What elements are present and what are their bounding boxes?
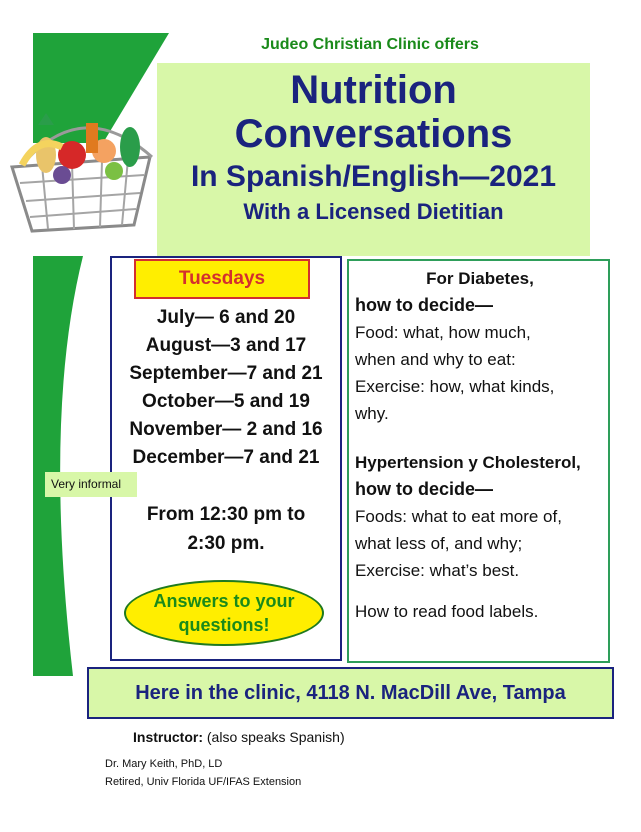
- hyper-line-2: what less of, and why;: [355, 534, 523, 553]
- grocery-basket-image: [2, 105, 160, 235]
- date-november: November— 2 and 16: [129, 419, 323, 440]
- date-october: October—5 and 19: [142, 391, 310, 412]
- instructor-line: [133, 729, 345, 745]
- hyper-heading-1: Hypertension y Cholesterol,: [355, 453, 581, 472]
- address-banner: Here in the clinic, 4118 N. MacDill Ave, Tampa: [87, 667, 614, 719]
- date-list: [112, 304, 340, 472]
- date-september: September—7 and 21: [129, 363, 323, 384]
- date-july: July— 6 and 20: [156, 307, 296, 328]
- diabetes-line-3: Exercise: how, what kinds,: [355, 377, 555, 396]
- date-december: December—7 and 21: [132, 447, 320, 468]
- diabetes-heading-2: how to decide—: [355, 295, 494, 315]
- title-nutrition: Nutrition: [290, 68, 457, 112]
- diabetes-line-2: when and why to eat:: [355, 350, 516, 369]
- informal-note: Very informal: [45, 472, 137, 497]
- time-range: [112, 500, 340, 558]
- answers-oval: [124, 580, 324, 646]
- hyper-heading-2: how to decide—: [355, 479, 494, 499]
- time-line-1: From 12:30 pm to: [146, 504, 306, 525]
- diabetes-heading-1: For Diabetes,: [426, 269, 534, 288]
- time-line-2: 2:30 pm.: [187, 533, 265, 554]
- subtitle-language-year: In Spanish/English—2021: [190, 160, 557, 193]
- diabetes-line-4: why.: [355, 404, 389, 423]
- hyper-line-3: Exercise: what’s best.: [355, 561, 520, 580]
- title-conversations: Conversations: [234, 112, 513, 156]
- answers-line-2: questions!: [178, 615, 270, 635]
- green-side-decoration: [33, 256, 103, 676]
- topics-panel: [347, 259, 610, 663]
- instructor-affiliation: Retired, Univ Florida UF/IFAS Extension: [105, 776, 302, 788]
- clinic-offers-line: Judeo Christian Clinic offers: [261, 36, 479, 53]
- title-banner: [157, 63, 590, 256]
- hyper-line-1: Foods: what to eat more of,: [355, 507, 562, 526]
- instructor-note: (also speaks Spanish): [203, 729, 345, 745]
- instructor-name: Dr. Mary Keith, PhD, LD: [105, 758, 223, 770]
- answers-line-1: Answers to your: [153, 591, 295, 611]
- tagline-dietitian: With a Licensed Dietitian: [243, 199, 504, 224]
- instructor-label: Instructor:: [133, 729, 203, 745]
- food-labels-line: How to read food labels.: [355, 602, 539, 621]
- day-badge: Tuesdays: [134, 259, 310, 299]
- diabetes-line-1: Food: what, how much,: [355, 323, 531, 342]
- date-august: August—3 and 17: [145, 335, 307, 356]
